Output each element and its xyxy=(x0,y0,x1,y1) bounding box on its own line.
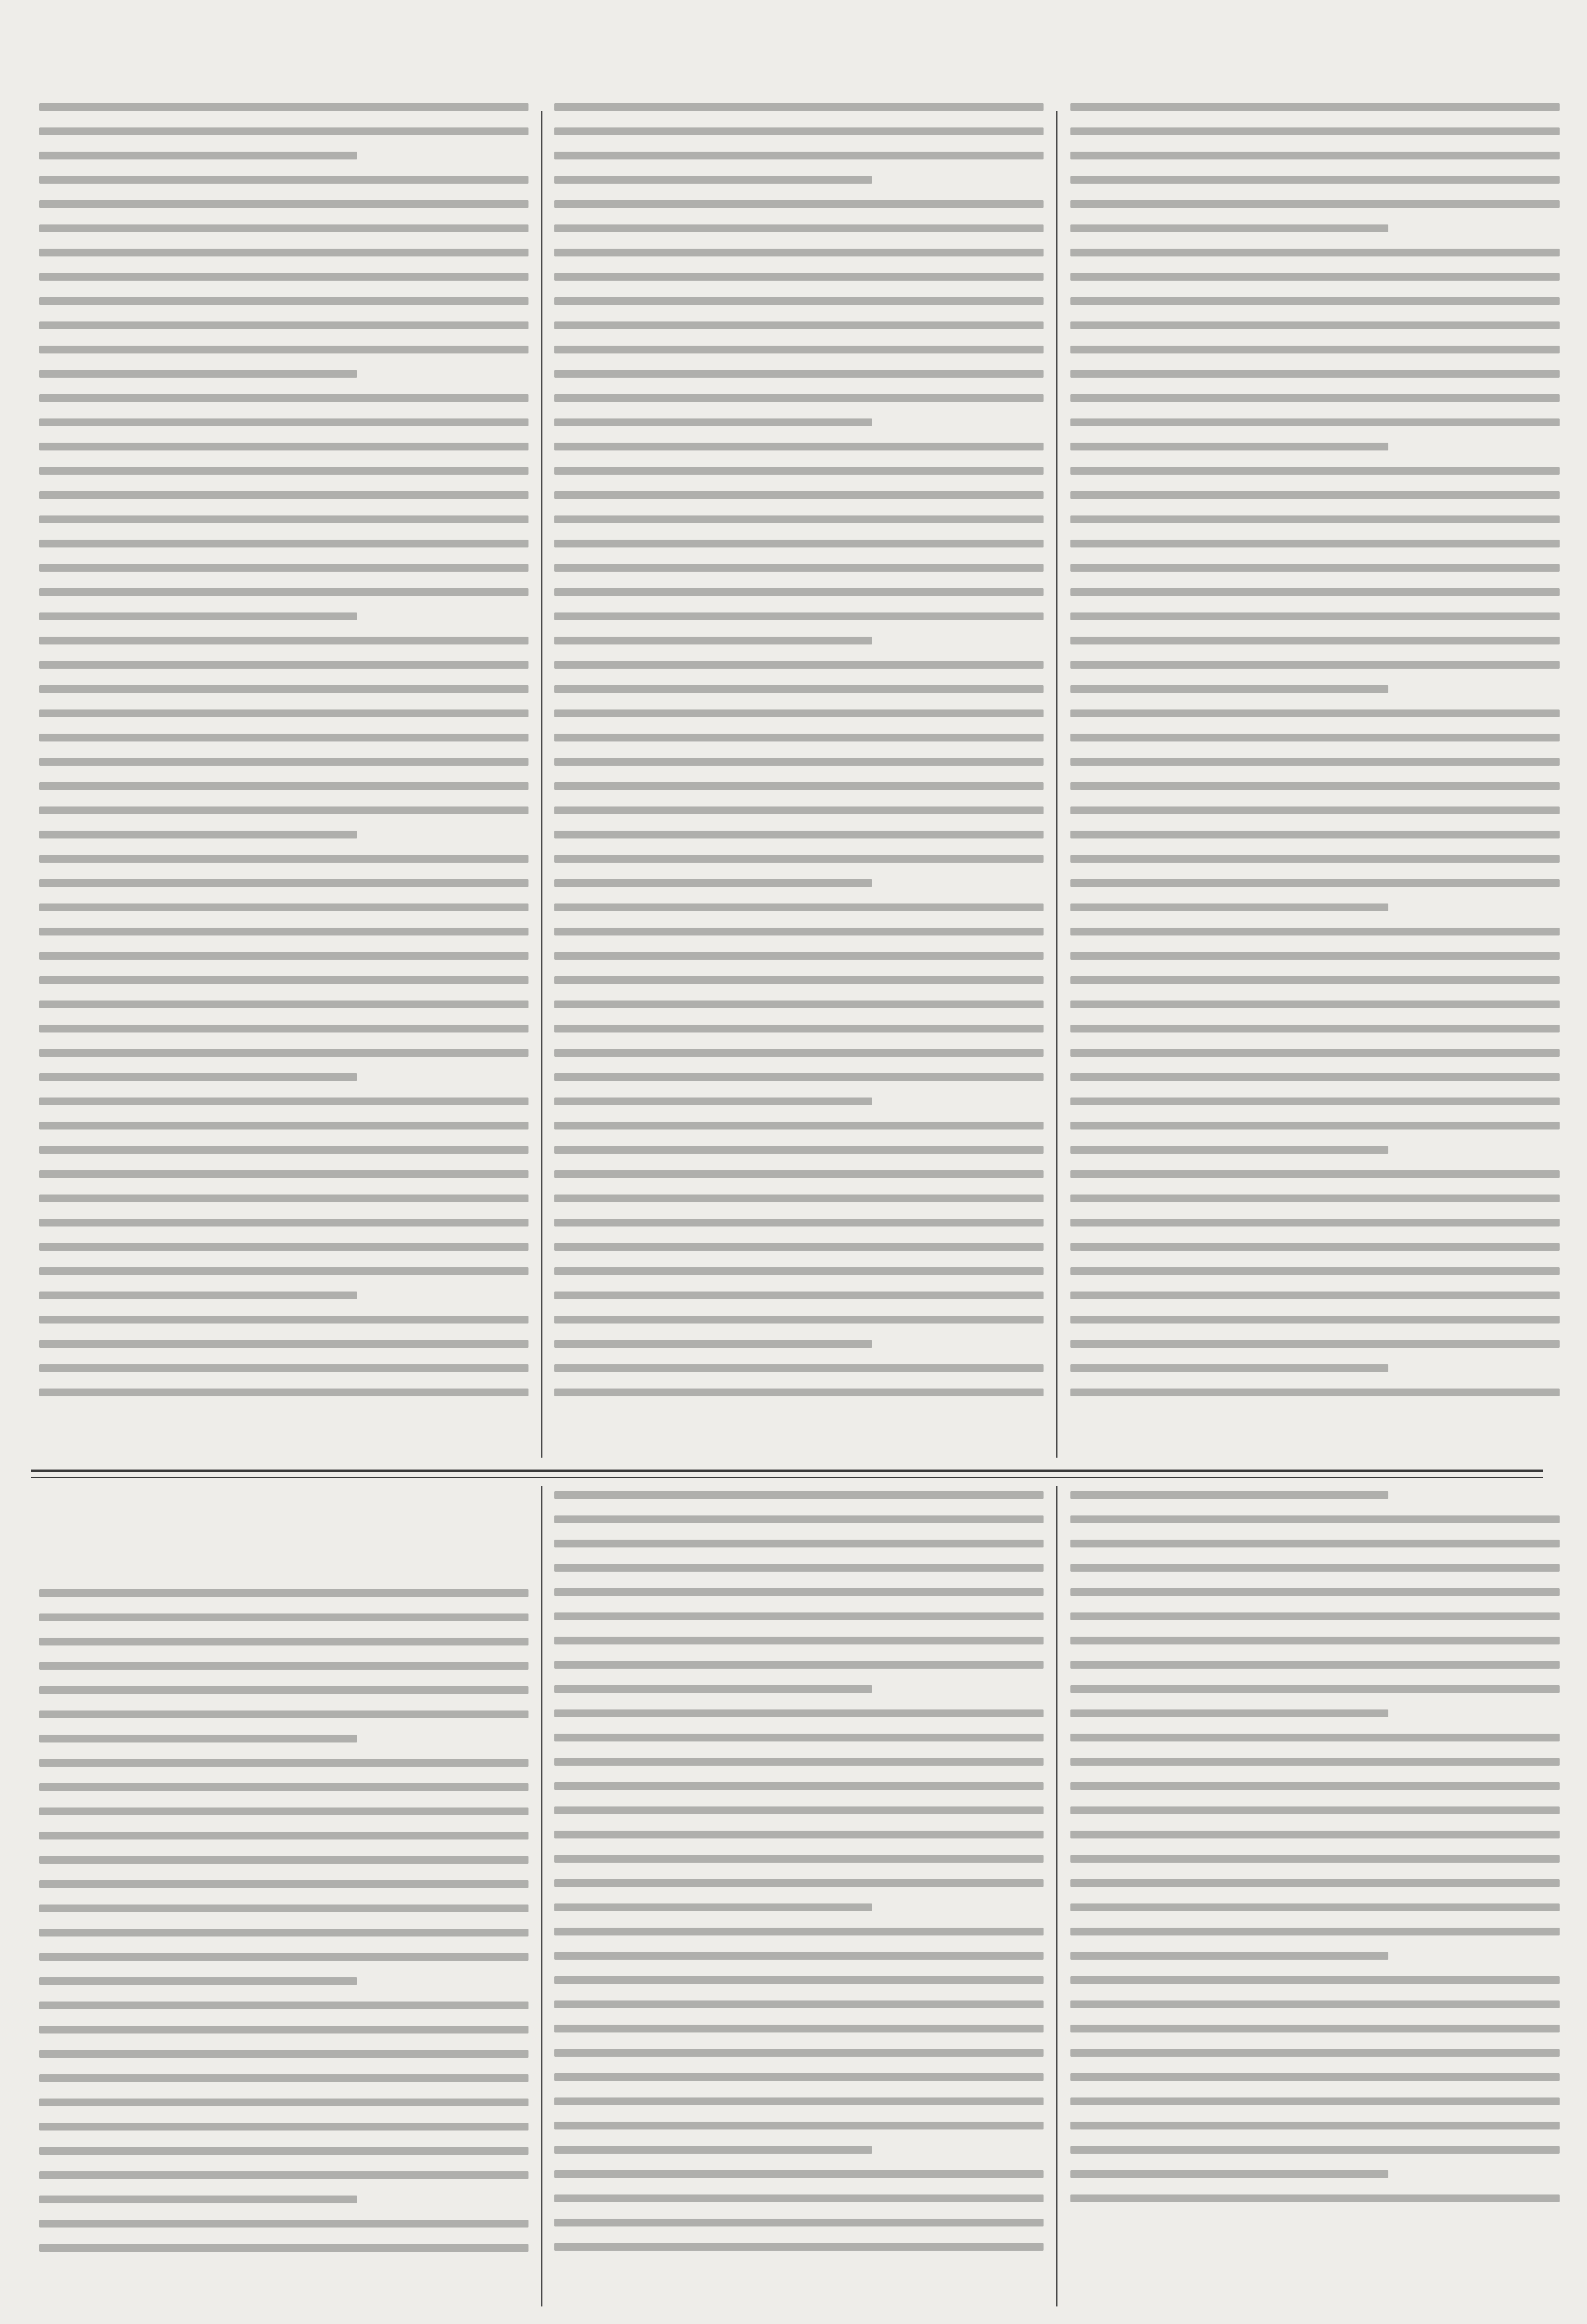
text-line xyxy=(39,1316,528,1324)
text-line xyxy=(1070,1340,1560,1348)
text-line xyxy=(554,418,872,426)
text-line xyxy=(554,1243,1044,1251)
text-line xyxy=(554,1049,1044,1057)
text-line xyxy=(1070,1000,1560,1008)
text-line xyxy=(39,1000,528,1008)
text-line xyxy=(554,1709,1044,1717)
text-line xyxy=(1070,1952,1388,1960)
feuilleton-column-middle xyxy=(551,1491,1047,2301)
text-line xyxy=(554,758,1044,766)
column-rule xyxy=(541,111,542,1458)
text-line xyxy=(554,1195,1044,1202)
text-line xyxy=(554,1928,1044,1935)
text-line xyxy=(1070,1855,1560,1863)
text-line xyxy=(1070,1170,1560,1178)
text-line xyxy=(39,1807,528,1815)
text-line xyxy=(39,588,528,596)
feuilleton-column-right xyxy=(1067,1491,1563,2255)
text-line xyxy=(39,1880,528,1888)
text-line xyxy=(554,1000,1044,1008)
text-line xyxy=(39,224,528,232)
text-line xyxy=(1070,1758,1560,1766)
text-line xyxy=(39,2002,528,2009)
text-line xyxy=(39,152,357,159)
text-line xyxy=(554,661,1044,669)
text-line xyxy=(39,1953,528,1961)
text-line xyxy=(1070,1146,1388,1154)
text-line xyxy=(554,1267,1044,1275)
text-line xyxy=(1070,758,1560,766)
text-line xyxy=(1070,491,1560,499)
text-line xyxy=(39,200,528,208)
text-line xyxy=(554,249,1044,256)
text-line xyxy=(1070,1049,1560,1057)
text-line xyxy=(1070,540,1560,547)
text-line xyxy=(39,1025,528,1032)
text-line xyxy=(39,249,528,256)
text-line xyxy=(1070,176,1560,184)
text-line xyxy=(39,297,528,305)
text-line xyxy=(1070,952,1560,960)
text-line xyxy=(39,515,528,523)
text-line xyxy=(1070,1073,1560,1081)
text-line xyxy=(554,564,1044,572)
text-line xyxy=(39,1589,528,1597)
text-line xyxy=(1070,321,1560,329)
text-line xyxy=(1070,661,1560,669)
text-line xyxy=(39,1195,528,1202)
text-line xyxy=(39,564,528,572)
text-line xyxy=(39,2244,528,2252)
text-line xyxy=(1070,1219,1560,1226)
text-line xyxy=(554,1685,872,1693)
text-line xyxy=(554,1515,1044,1523)
text-line xyxy=(1070,1637,1560,1644)
text-line xyxy=(39,2026,528,2034)
text-line xyxy=(1070,1364,1388,1372)
text-line xyxy=(1070,297,1560,305)
text-line xyxy=(1070,1588,1560,1596)
text-line xyxy=(1070,879,1560,887)
text-line xyxy=(554,1612,1044,1620)
text-line xyxy=(39,976,528,984)
news-column-right xyxy=(1067,103,1563,1445)
text-line xyxy=(1070,2122,1560,2129)
text-line xyxy=(1070,2049,1560,2057)
text-line xyxy=(554,200,1044,208)
text-line xyxy=(554,297,1044,305)
text-line xyxy=(554,2049,1044,2057)
text-line xyxy=(1070,2146,1560,2154)
news-column-middle xyxy=(551,103,1047,1445)
text-line xyxy=(39,637,528,644)
text-line xyxy=(1070,2073,1560,2081)
text-line xyxy=(39,540,528,547)
text-line xyxy=(39,1243,528,1251)
text-line xyxy=(39,1977,357,1985)
text-line xyxy=(554,1316,1044,1324)
text-line xyxy=(554,2025,1044,2032)
text-line xyxy=(554,637,872,644)
text-line xyxy=(39,1073,357,1081)
text-line xyxy=(554,152,1044,159)
text-line xyxy=(39,370,357,378)
text-line xyxy=(554,1879,1044,1887)
text-line xyxy=(554,540,1044,547)
text-line xyxy=(554,1831,1044,1838)
text-line xyxy=(1070,782,1560,790)
text-line xyxy=(554,1661,1044,1669)
text-line xyxy=(1070,685,1388,693)
text-line xyxy=(39,467,528,475)
text-line xyxy=(554,1903,872,1911)
text-line xyxy=(39,491,528,499)
text-line xyxy=(1070,588,1560,596)
text-line xyxy=(1070,1685,1560,1693)
text-line xyxy=(1070,1709,1388,1717)
text-line xyxy=(1070,976,1560,984)
text-line xyxy=(39,2123,528,2131)
text-line xyxy=(554,1098,872,1105)
column-rule xyxy=(1056,111,1057,1458)
text-line xyxy=(554,370,1044,378)
text-line xyxy=(554,879,872,887)
text-line xyxy=(39,758,528,766)
text-line xyxy=(39,2147,528,2155)
text-line xyxy=(1070,2194,1560,2202)
text-line xyxy=(1070,467,1560,475)
text-line xyxy=(39,879,528,887)
text-line xyxy=(554,346,1044,353)
text-line xyxy=(1070,418,1560,426)
text-line xyxy=(1070,443,1388,450)
text-line xyxy=(1070,152,1560,159)
text-line xyxy=(554,1564,1044,1572)
text-line xyxy=(39,612,357,620)
text-line xyxy=(554,467,1044,475)
text-line xyxy=(39,346,528,353)
text-line xyxy=(1070,515,1560,523)
text-line xyxy=(39,1662,528,1670)
text-line xyxy=(1070,1903,1560,1911)
text-line xyxy=(554,1292,1044,1299)
text-line xyxy=(39,103,528,111)
text-line xyxy=(554,1976,1044,1984)
text-line xyxy=(39,1735,357,1742)
text-line xyxy=(39,2074,528,2082)
text-line xyxy=(39,661,528,669)
text-line xyxy=(1070,1316,1560,1324)
text-line xyxy=(554,976,1044,984)
text-line xyxy=(39,855,528,863)
text-line xyxy=(1070,1976,1560,1984)
text-line xyxy=(39,928,528,935)
text-line xyxy=(39,806,528,814)
text-line xyxy=(554,612,1044,620)
text-line xyxy=(39,1783,528,1791)
text-line xyxy=(1070,637,1560,644)
text-line xyxy=(1070,709,1560,717)
column-rule xyxy=(541,1486,542,2306)
column-rule xyxy=(1056,1486,1057,2306)
text-line xyxy=(1070,1564,1560,1572)
feuilleton-column-left xyxy=(36,1589,532,2301)
text-line xyxy=(39,176,528,184)
text-line xyxy=(554,1025,1044,1032)
text-line xyxy=(554,928,1044,935)
text-line xyxy=(554,103,1044,111)
text-line xyxy=(39,1929,528,1936)
text-line xyxy=(39,1292,357,1299)
text-line xyxy=(554,2000,1044,2008)
text-line xyxy=(554,1170,1044,1178)
text-line xyxy=(1070,1491,1388,1499)
text-line xyxy=(554,1122,1044,1129)
text-line xyxy=(554,443,1044,450)
text-line xyxy=(1070,1831,1560,1838)
text-line xyxy=(1070,903,1388,911)
text-line xyxy=(554,1806,1044,1814)
text-line xyxy=(1070,346,1560,353)
text-line xyxy=(1070,249,1560,256)
text-line xyxy=(39,831,357,838)
text-line xyxy=(39,443,528,450)
text-line xyxy=(1070,855,1560,863)
text-line xyxy=(1070,2097,1560,2105)
text-line xyxy=(1070,1195,1560,1202)
text-line xyxy=(39,903,528,911)
text-line xyxy=(39,1759,528,1767)
text-line xyxy=(1070,1292,1560,1299)
text-line xyxy=(1070,273,1560,281)
text-line xyxy=(554,1637,1044,1644)
text-line xyxy=(1070,1098,1560,1105)
text-line xyxy=(39,1613,528,1621)
text-line xyxy=(1070,1806,1560,1814)
news-column-left xyxy=(36,103,532,1445)
text-line xyxy=(1070,224,1388,232)
text-line xyxy=(554,1782,1044,1790)
feuilleton-rule xyxy=(31,1470,1543,1472)
text-line xyxy=(39,1340,528,1348)
text-line xyxy=(1070,2025,1560,2032)
text-line xyxy=(39,1638,528,1645)
text-line xyxy=(1070,928,1560,935)
text-line xyxy=(39,1856,528,1864)
text-line xyxy=(39,2050,528,2058)
text-line xyxy=(554,2097,1044,2105)
text-line xyxy=(1070,1928,1560,1935)
text-line xyxy=(554,2146,872,2154)
text-line xyxy=(554,782,1044,790)
text-line xyxy=(1070,394,1560,402)
text-line xyxy=(39,2220,528,2228)
text-line xyxy=(39,127,528,135)
text-line xyxy=(554,2170,1044,2178)
text-line xyxy=(39,734,528,741)
text-line xyxy=(554,273,1044,281)
text-line xyxy=(39,1686,528,1694)
text-line xyxy=(39,2171,528,2179)
text-line xyxy=(39,1267,528,1275)
text-line xyxy=(1070,1661,1560,1669)
text-line xyxy=(39,1832,528,1839)
text-line xyxy=(39,2099,528,2106)
text-line xyxy=(554,1340,872,1348)
text-line xyxy=(554,2122,1044,2129)
text-line xyxy=(39,1098,528,1105)
text-line xyxy=(39,709,528,717)
text-line xyxy=(39,1146,528,1154)
text-line xyxy=(1070,1025,1560,1032)
feuilleton-title xyxy=(175,1499,392,1535)
text-line xyxy=(554,1588,1044,1596)
text-line xyxy=(554,1540,1044,1547)
text-line xyxy=(39,685,528,693)
text-line xyxy=(554,2219,1044,2226)
text-line xyxy=(554,2243,1044,2251)
text-line xyxy=(554,1146,1044,1154)
text-line xyxy=(39,1122,528,1129)
text-line xyxy=(39,1364,528,1372)
text-line xyxy=(1070,127,1560,135)
text-line xyxy=(554,855,1044,863)
text-line xyxy=(554,394,1044,402)
text-line xyxy=(554,831,1044,838)
text-line xyxy=(1070,1515,1560,1523)
text-line xyxy=(39,1905,528,1912)
feuilleton-rule-thin xyxy=(31,1477,1543,1478)
text-line xyxy=(554,2073,1044,2081)
text-line xyxy=(554,127,1044,135)
text-line xyxy=(1070,1540,1560,1547)
text-line xyxy=(554,806,1044,814)
text-line xyxy=(39,1710,528,1718)
text-line xyxy=(554,709,1044,717)
text-line xyxy=(554,321,1044,329)
text-line xyxy=(39,418,528,426)
text-line xyxy=(554,1491,1044,1499)
text-line xyxy=(1070,612,1560,620)
text-line xyxy=(1070,564,1560,572)
text-line xyxy=(1070,806,1560,814)
text-line xyxy=(554,1364,1044,1372)
text-line xyxy=(39,273,528,281)
text-line xyxy=(554,1855,1044,1863)
text-line xyxy=(39,1389,528,1396)
text-line xyxy=(554,1734,1044,1741)
text-line xyxy=(39,1170,528,1178)
text-line xyxy=(554,685,1044,693)
text-line xyxy=(554,588,1044,596)
text-line xyxy=(1070,2170,1388,2178)
text-line xyxy=(1070,1122,1560,1129)
text-line xyxy=(554,1219,1044,1226)
text-line xyxy=(39,2196,357,2203)
text-line xyxy=(1070,831,1560,838)
text-line xyxy=(554,515,1044,523)
text-line xyxy=(554,734,1044,741)
text-line xyxy=(554,1952,1044,1960)
text-line xyxy=(1070,370,1560,378)
text-line xyxy=(1070,1243,1560,1251)
text-line xyxy=(1070,103,1560,111)
text-line xyxy=(39,321,528,329)
text-line xyxy=(1070,734,1560,741)
text-line xyxy=(554,2194,1044,2202)
text-line xyxy=(554,952,1044,960)
text-line xyxy=(1070,1879,1560,1887)
text-line xyxy=(1070,1267,1560,1275)
text-line xyxy=(554,903,1044,911)
text-line xyxy=(1070,1734,1560,1741)
text-line xyxy=(1070,1612,1560,1620)
text-line xyxy=(554,224,1044,232)
text-line xyxy=(554,1073,1044,1081)
text-line xyxy=(1070,1389,1560,1396)
text-line xyxy=(39,782,528,790)
text-line xyxy=(1070,1782,1560,1790)
text-line xyxy=(39,1049,528,1057)
text-line xyxy=(554,1389,1044,1396)
text-line xyxy=(1070,2000,1560,2008)
text-line xyxy=(1070,200,1560,208)
text-line xyxy=(39,394,528,402)
text-line xyxy=(554,176,872,184)
text-line xyxy=(39,1219,528,1226)
text-line xyxy=(39,952,528,960)
text-line xyxy=(554,1758,1044,1766)
text-line xyxy=(554,491,1044,499)
